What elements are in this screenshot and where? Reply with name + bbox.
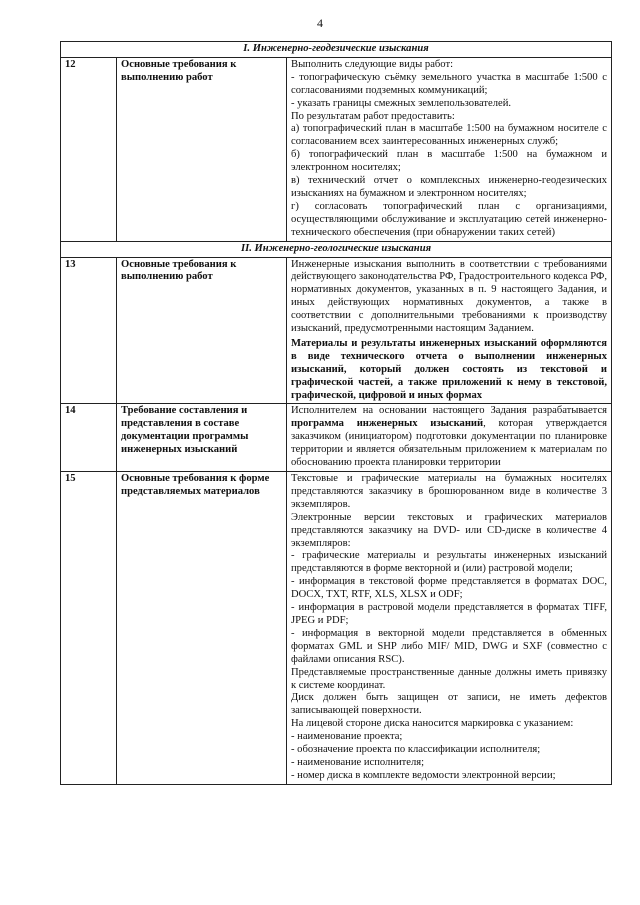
bold-span: программа инженерных изысканий — [291, 418, 484, 430]
paragraph: - информация в растровой модели представляется в форматах TIFF, JPEG и PDF; — [291, 602, 608, 626]
paragraph: в) технический отчет о комплексных инженерно-геодезических изысканиях на бумажном и электронном носителях; — [291, 175, 608, 199]
row-number: 13 — [61, 257, 117, 404]
paragraph: По результатам работ предоставить: — [291, 110, 455, 122]
page-number: 4 — [317, 16, 323, 30]
paragraph: Инженерные изыскания выполнить в соответствии с требованиями действующего законодательства РФ, Градостроительного кодекса РФ, нормативных документов, указанных в п. 9 настоящего Задания, и иных действующих нормативных документов, а также в соответствии с дополнительными требованиями к производству изысканий, предусмотренными настоящим Заданием. — [291, 258, 608, 335]
section-title: II. Инженерно-геологические изыскания — [61, 241, 612, 257]
paragraph-bold: Материалы и результаты инженерных изысканий оформляются в виде технического отчета о выполнении инженерных изысканий, который должен состоять из текстовой и графической частей, а также приложений к нему в текстовой, графической, цифровой и иных формах — [291, 337, 608, 401]
paragraph: - информация в векторной модели представляется в обменных форматах GML и SHP либо MIF/ MID, DWG и SXF (совместно с файлами описания RSC). — [291, 627, 608, 665]
table-row — [61, 57, 612, 241]
paragraph: Диск должен быть защищен от записи, не иметь дефектов записывающей поверхности. — [291, 692, 608, 717]
paragraph: а) топографический план в масштабе 1:500 на бумажном носителе с согласованием всех заинтересованных инженерных служб; — [291, 123, 608, 148]
paragraph: - указать границы смежных землепользователей. — [291, 97, 512, 109]
row-number: 12 — [61, 57, 117, 241]
row-title: Основные требования к выполнению работ — [117, 257, 287, 404]
paragraph: Представляемые пространственные данные должны иметь привязку к системе координат. — [291, 666, 608, 691]
requirements-table — [60, 41, 612, 785]
table-row — [61, 404, 612, 472]
paragraph: б) топографический план в масштабе 1:500 на бумажном и электронном носителях; — [291, 149, 608, 174]
paragraph: На лицевой стороне диска наносится маркировка с указанием: — [291, 718, 574, 730]
section-title: I. Инженерно-геодезические изыскания — [61, 42, 612, 58]
row-description — [287, 472, 612, 785]
paragraph: Текстовые и графические материалы на бумажных носителях представляются заказчику в брошюрованном виде в количестве 3 экземпляров. — [291, 473, 608, 510]
paragraph — [291, 405, 607, 470]
row-description — [287, 57, 612, 241]
paragraph: - номер диска в комплекте ведомости электронной версии; — [291, 769, 556, 781]
paragraph: - топографическую съёмку земельного участка в масштабе 1:500 с согласованиями подземных коммуникаций; — [291, 71, 608, 96]
paragraph: - информация в текстовой форме представляется в форматах DOC, DOCX, TXT, RTF, XLS, XLSX и ODF; — [291, 576, 608, 601]
section-header-row — [61, 241, 612, 257]
text-span: Исполнителем на основании настоящего Задания разрабатывается — [291, 405, 608, 417]
paragraph: Выполнить следующие виды работ: — [291, 58, 454, 70]
row-title: Основные требования к выполнению работ — [117, 57, 287, 241]
paragraph: г) согласовать топографический план с организациями, осуществляющими обслуживание и эксплуатацию сетей инженерно-технического обеспечения (при обнаружении таких сетей) — [291, 200, 608, 238]
row-description — [287, 404, 612, 472]
paragraph: - обозначение проекта по классификации исполнителя; — [291, 744, 541, 756]
section-header-row — [61, 42, 612, 58]
paragraph: Электронные версии текстовых и графических материалов представляются заказчику на DVD- или CD-диске в количестве 4 экземпляров: — [291, 511, 608, 549]
paragraph: - наименование проекта; — [291, 731, 403, 743]
paragraph: - графические материалы и результаты инженерных изысканий представляются в форме векторной и (или) растровой модели; — [291, 550, 608, 575]
table-row — [61, 472, 612, 785]
row-title: Требование составления и представления в составе документации программы инженерных изысканий — [117, 404, 287, 472]
table-row — [61, 257, 612, 404]
row-description — [287, 257, 612, 404]
row-title: Основные требования к форме представляемых материалов — [117, 472, 287, 785]
paragraph: - наименование исполнителя; — [291, 756, 425, 768]
row-number: 15 — [61, 472, 117, 785]
text-span: , которая утверждается заказчиком (инициатором) подготовки документации по планировке территории и является обязательным приложением к материалам по обоснованию проекта планировки территории — [291, 418, 608, 469]
row-number: 14 — [61, 404, 117, 472]
